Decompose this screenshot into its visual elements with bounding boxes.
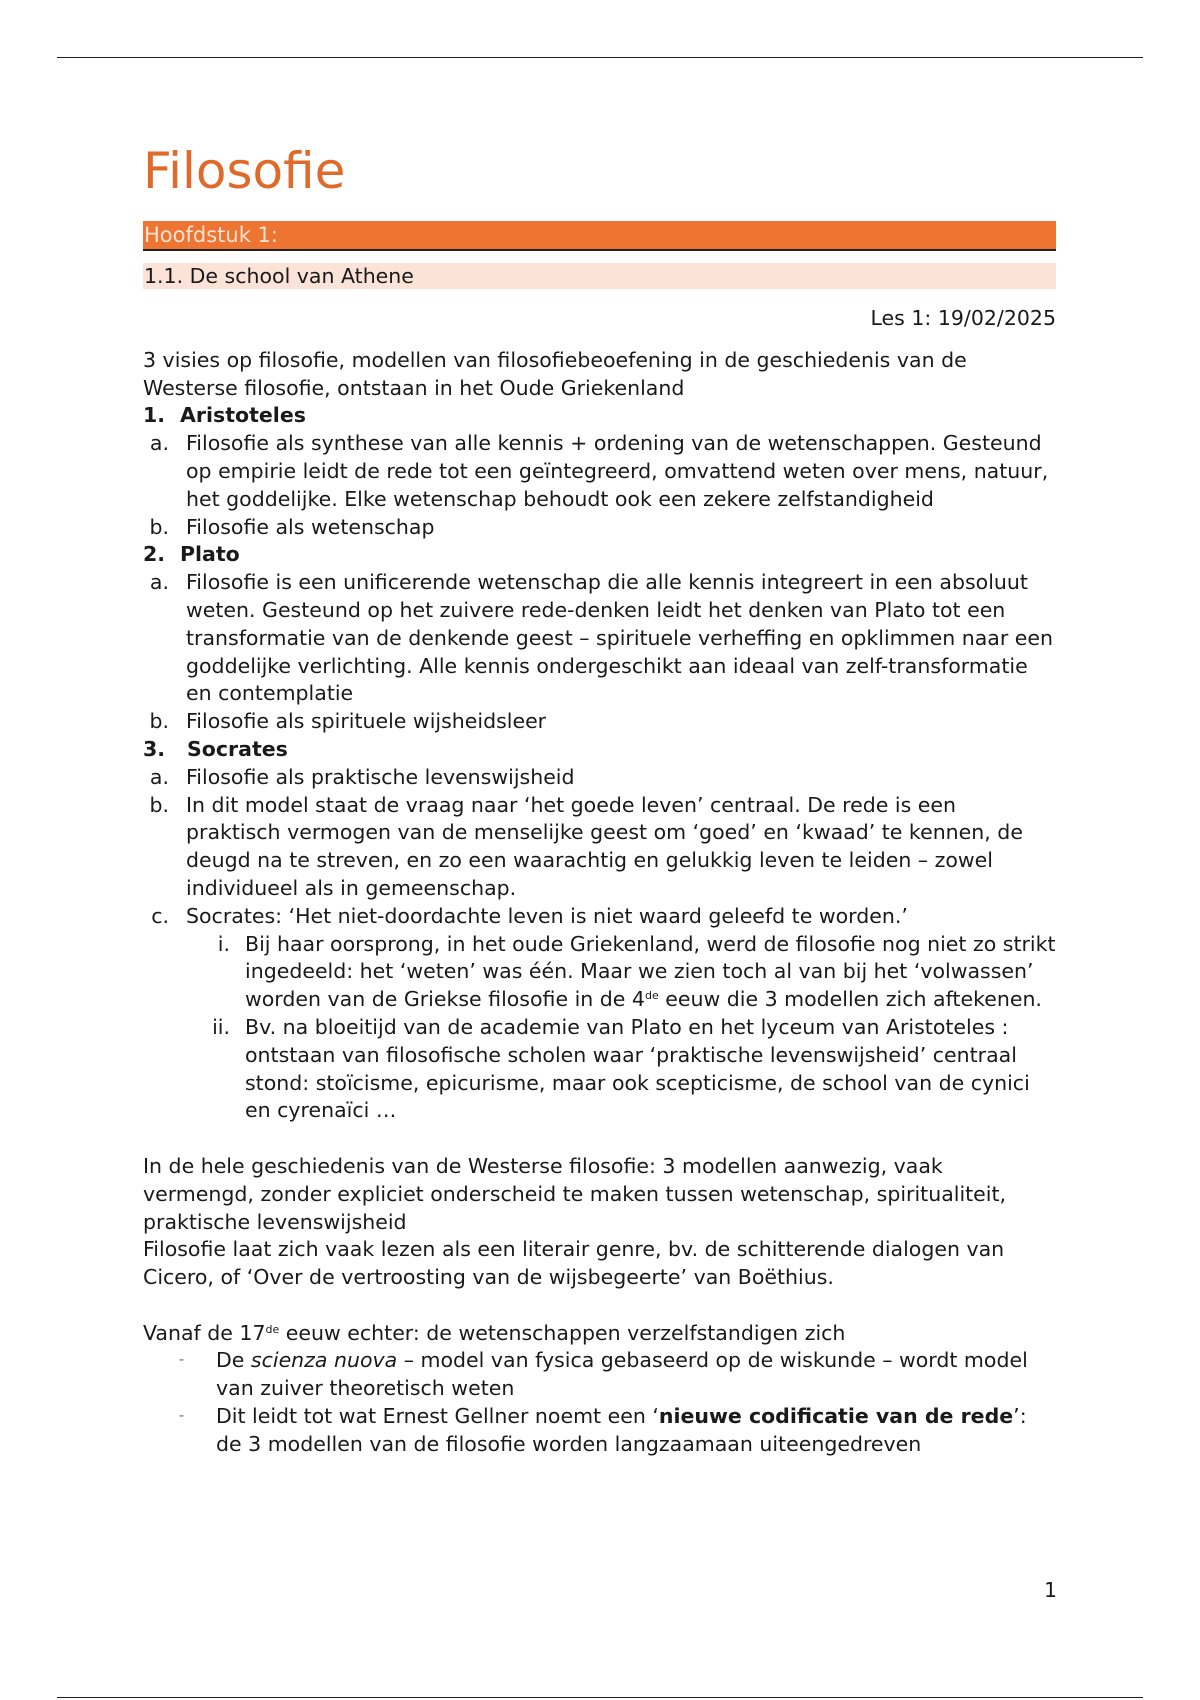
roman-sublist [200,931,1056,1126]
item-text: In dit model staat de vraag naar ‘het goede leven’ centraal. De rede is een praktisch vermogen van de menselijke geest om ‘goed’ en ‘kwaad’ te kennen, de deugd na te streven, en zo een waarachtig en gelukkig leven te leiden – zowel individueel als in gemeenschap. [186,792,1023,900]
text-run: Dit leidt tot wat Ernest Gellner noemt een ‘ [216,1404,659,1429]
item-text: Filosofie als synthese van alle kennis + ordening van de wetenschappen. Gesteund op empirie leidt de rede tot een geïntegreerd, omvattend weten over mens, natuur, het goddelijke. Elke wetenschap behoudt ook een zekere zelfstandigheid [186,431,1049,511]
lesson-date: Les 1: 19/02/2025 [870,306,1056,330]
page-number: 1 [1043,1578,1057,1602]
paragraph: Filosofie laat zich vaak lezen als een literair genre, bv. de schitterende dialogen van Cicero, of ‘Over de vertroosting van de wijsbegeerte’ van Boëthius. [143,1237,1005,1290]
item-roman: ii. [212,1014,230,1039]
bullet-list [143,1347,1056,1458]
list-item [143,569,1056,708]
item-text: Filosofie als praktische levenswijsheid [186,764,575,789]
model-name: Plato [180,542,240,567]
strong-text: nieuwe codificatie van de rede [658,1404,1014,1429]
item-text: eeuw die 3 modellen zich aftekenen. [658,987,1042,1012]
item-letter: a. [149,764,169,789]
model-item [143,402,1056,430]
models-list [143,402,1056,430]
list-item [200,1014,1056,1125]
spacer [143,1292,1056,1320]
model-number: 1. [143,403,166,428]
models-list [143,736,1056,764]
item-letter: c. [151,903,169,928]
list-item [143,708,1056,736]
paragraph: In de hele geschiedenis van de Westerse filosofie: 3 modellen aanwezig, vaak vermengd, zonder expliciet onderscheid te maken tussen wetenschap, spiritualiteit, praktische levenswijsheid [143,1153,1007,1234]
item-letter: b. [149,514,169,539]
item-text: Filosofie als wetenschap [186,514,435,539]
list-item [143,430,1056,513]
item-roman: i. [217,931,230,956]
item-letter: a. [149,570,169,595]
emphasis-text: scienza nuova [250,1348,398,1373]
document-title: Filosofie [143,142,346,200]
list-item [143,764,1056,792]
item-letter: b. [149,792,169,817]
models-list [143,541,1056,569]
ordinal-suffix: de [644,989,659,1003]
model-name: Socrates [187,736,288,761]
item-text: Bij haar oorsprong, in het oude Griekenland, werd de filosofie nog niet zo strikt ingedeeld: het ‘weten’ was één. Maar we zien toch al van bij het ‘volwassen’ worden van de Griekse filosofie in de 4 [245,931,1056,1012]
model-name: Aristoteles [180,403,306,428]
spacer [143,1125,1056,1153]
item-letter: a. [149,431,169,456]
chapter-heading: Hoofdstuk 1: [143,221,1056,251]
model-item [143,736,1056,764]
text-run: ’: de 3 modellen van de filosofie worden langzaamaan uiteengedreven [216,1404,1027,1456]
list-item [200,931,1056,1014]
model-number: 3. [143,736,166,761]
header-rule [57,57,1143,58]
item-text: Socrates: ‘Het niet-doordachte leven is niet waard geleefd te worden.’ [186,903,908,928]
footer-rule [57,1697,1143,1698]
list-item [143,792,1056,903]
item-text: Filosofie is een unificerende wetenschap die alle kennis integreert in een absoluut weten. Gesteund op het zuivere rede-denken leidt het denken van Plato tot een transformatie van de denkende geest – spirituele verheffing en opklimmen naar een goddelijke verlichting. Alle kennis ondergeschikt aan ideaal van zelf-transformatie en contemplatie [186,570,1054,706]
model-sublist [143,569,1056,736]
intro-paragraph: 3 visies op filosofie, modellen van filosofiebeoefening in de geschiedenis van de Westerse filosofie, ontstaan in het Oude Griekenland [143,347,967,400]
item-letter: b. [149,709,169,734]
list-item [143,514,1056,542]
model-item [143,541,1056,569]
text-run: – model van fysica gebaseerd op de wiskunde – wordt model van zuiver theoretisch weten [216,1348,1028,1401]
text-run: eeuw echter: de wetenschappen verzelfstandigen zich [279,1320,846,1345]
item-text: Filosofie als spirituele wijsheidsleer [186,709,547,734]
section-heading: 1.1. De school van Athene [143,263,1056,289]
bullet-marker: - [179,1408,185,1425]
model-sublist [143,764,1056,931]
model-sublist [143,430,1056,541]
text-run: De [216,1348,251,1373]
item-text: Bv. na bloeitijd van de academie van Plato en het lyceum van Aristoteles : ontstaan van filosofische scholen waar ‘praktische levenswijsheid’ centraal stond: stoïcisme, epicurisme, maar ook scepticisme, de school van de cynici en cyrenaïci … [245,1014,1030,1123]
bullet-marker: - [179,1352,185,1369]
paragraph [143,1320,1056,1348]
model-number: 2. [143,542,166,567]
ordinal-suffix: de [265,1322,280,1336]
list-item [143,1347,1056,1403]
document-body [143,140,1056,1459]
list-item [143,1403,1056,1459]
list-item [143,903,1056,931]
text-run: Vanaf de 17 [143,1320,266,1345]
